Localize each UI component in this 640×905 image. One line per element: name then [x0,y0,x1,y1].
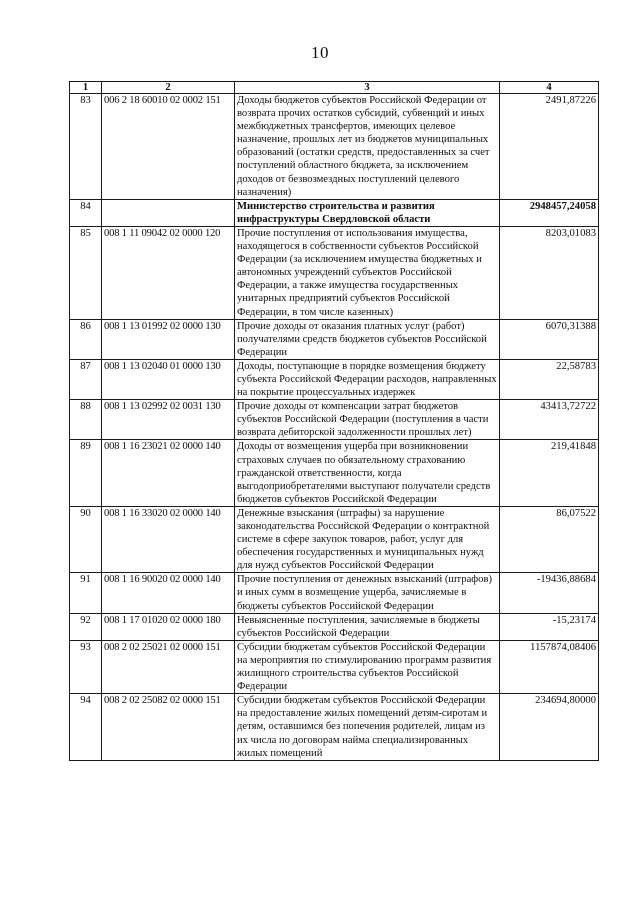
page-number: 10 [311,43,329,62]
revenue-name-cell: Доходы от возмещения ущерба при возникновении страховых случаев по обязательному страхованию гражданской ответственности, когда выгодоприобретателями выступают получатели средств бюджетов субъектов Российской Федерации [235,440,500,506]
amount-cell: 86,07522 [500,506,599,572]
amount-cell: 8203,01083 [500,226,599,319]
revenue-name-cell: Министерство строительства и развития инфраструктуры Свердловской области [235,199,500,226]
column-header: 2 [102,82,235,94]
table-row [70,199,599,226]
budget-code-cell: 008 2 02 25082 02 0000 151 [102,694,235,760]
revenue-name-cell: Прочие доходы от оказания платных услуг (работ) получателями средств бюджетов субъектов Российской Федерации [235,319,500,359]
amount-cell: 6070,31388 [500,319,599,359]
budget-code-cell [102,199,235,226]
amount-cell: 43413,72722 [500,400,599,440]
table-row [70,440,599,506]
revenue-name-cell: Доходы бюджетов субъектов Российской Федерации от возврата прочих остатков субсидий, субвенций и иных межбюджетных трансфертов, имеющих целевое назначение, прошлых лет из бюджетов муниципальных образований (остатки средств, предоставленных за счет поступлений областного бюджета, за исключением доходов от безвозмездных поступлений целевого назначения) [235,94,500,200]
row-number-cell: 89 [70,440,102,506]
table-row [70,319,599,359]
table-body [70,94,599,761]
revenue-name-cell: Субсидии бюджетам субъектов Российской Федерации на мероприятия по стимулированию программ развития жилищного строительства субъектов Российской Федерации [235,640,500,693]
amount-cell: 234694,80000 [500,694,599,760]
budget-code-cell: 008 1 16 23021 02 0000 140 [102,440,235,506]
revenue-name-cell: Денежные взыскания (штрафы) за нарушение законодательства Российской Федерации о контрактной системе в сфере закупок товаров, работ, услуг для обеспечения государственных и муниципальных нужд для нужд субъектов Российской Федерации [235,506,500,572]
amount-cell: 2491,87226 [500,94,599,200]
row-number-cell: 93 [70,640,102,693]
table-row [70,694,599,760]
row-number-cell: 84 [70,199,102,226]
row-number-cell: 94 [70,694,102,760]
revenue-name-cell: Прочие поступления от денежных взысканий (штрафов) и иных сумм в возмещение ущерба, зачисляемые в бюджеты субъектов Российской Федерации [235,573,500,613]
budget-code-cell: 008 1 17 01020 02 0000 180 [102,613,235,640]
row-number-cell: 90 [70,506,102,572]
row-number-cell: 83 [70,94,102,200]
table-row [70,573,599,613]
table-row [70,226,599,319]
amount-cell: 2948457,24058 [500,199,599,226]
budget-code-cell: 006 2 18 60010 02 0002 151 [102,94,235,200]
revenue-table [69,81,599,761]
row-number-cell: 85 [70,226,102,319]
table-row [70,640,599,693]
row-number-cell: 88 [70,400,102,440]
budget-code-cell: 008 1 13 01992 02 0000 130 [102,319,235,359]
row-number-cell: 87 [70,359,102,399]
amount-cell: 22,58783 [500,359,599,399]
budget-code-cell: 008 1 11 09042 02 0000 120 [102,226,235,319]
budget-code-cell: 008 1 16 33020 02 0000 140 [102,506,235,572]
revenue-name-cell: Прочие поступления от использования имущества, находящегося в собственности субъектов Российской Федерации (за исключением имущества бюджетных и автономных учреждений субъектов Российской Федерации, а также имущества государственных унитарных предприятий субъектов Российской Федерации, в том числе казенных) [235,226,500,319]
table-header-row [70,82,599,94]
revenue-name-cell: Невыясненные поступления, зачисляемые в бюджеты субъектов Российской Федерации [235,613,500,640]
table-row [70,400,599,440]
budget-code-cell: 008 1 16 90020 02 0000 140 [102,573,235,613]
amount-cell: -19436,88684 [500,573,599,613]
table-row [70,613,599,640]
budget-code-cell: 008 1 13 02992 02 0031 130 [102,400,235,440]
row-number-cell: 92 [70,613,102,640]
amount-cell: 1157874,08406 [500,640,599,693]
table-row [70,94,599,200]
table-row [70,506,599,572]
column-header: 3 [235,82,500,94]
row-number-cell: 91 [70,573,102,613]
column-header: 1 [70,82,102,94]
revenue-name-cell: Доходы, поступающие в порядке возмещения бюджету субъекта Российской Федерации расходов, направленных на покрытие процессуальных издержек [235,359,500,399]
revenue-name-cell: Субсидии бюджетам субъектов Российской Федерации на предоставление жилых помещений детям-сиротам и детям, оставшимся без попечения родителей, лицам из их числа по договорам найма специализированных жилых помещений [235,694,500,760]
revenue-name-cell: Прочие доходы от компенсации затрат бюджетов субъектов Российской Федерации (поступления в части возврата дебиторской задолженности прошлых лет) [235,400,500,440]
row-number-cell: 86 [70,319,102,359]
budget-code-cell: 008 2 02 25021 02 0000 151 [102,640,235,693]
amount-cell: -15,23174 [500,613,599,640]
amount-cell: 219,41848 [500,440,599,506]
column-header: 4 [500,82,599,94]
budget-code-cell: 008 1 13 02040 01 0000 130 [102,359,235,399]
table-row [70,359,599,399]
